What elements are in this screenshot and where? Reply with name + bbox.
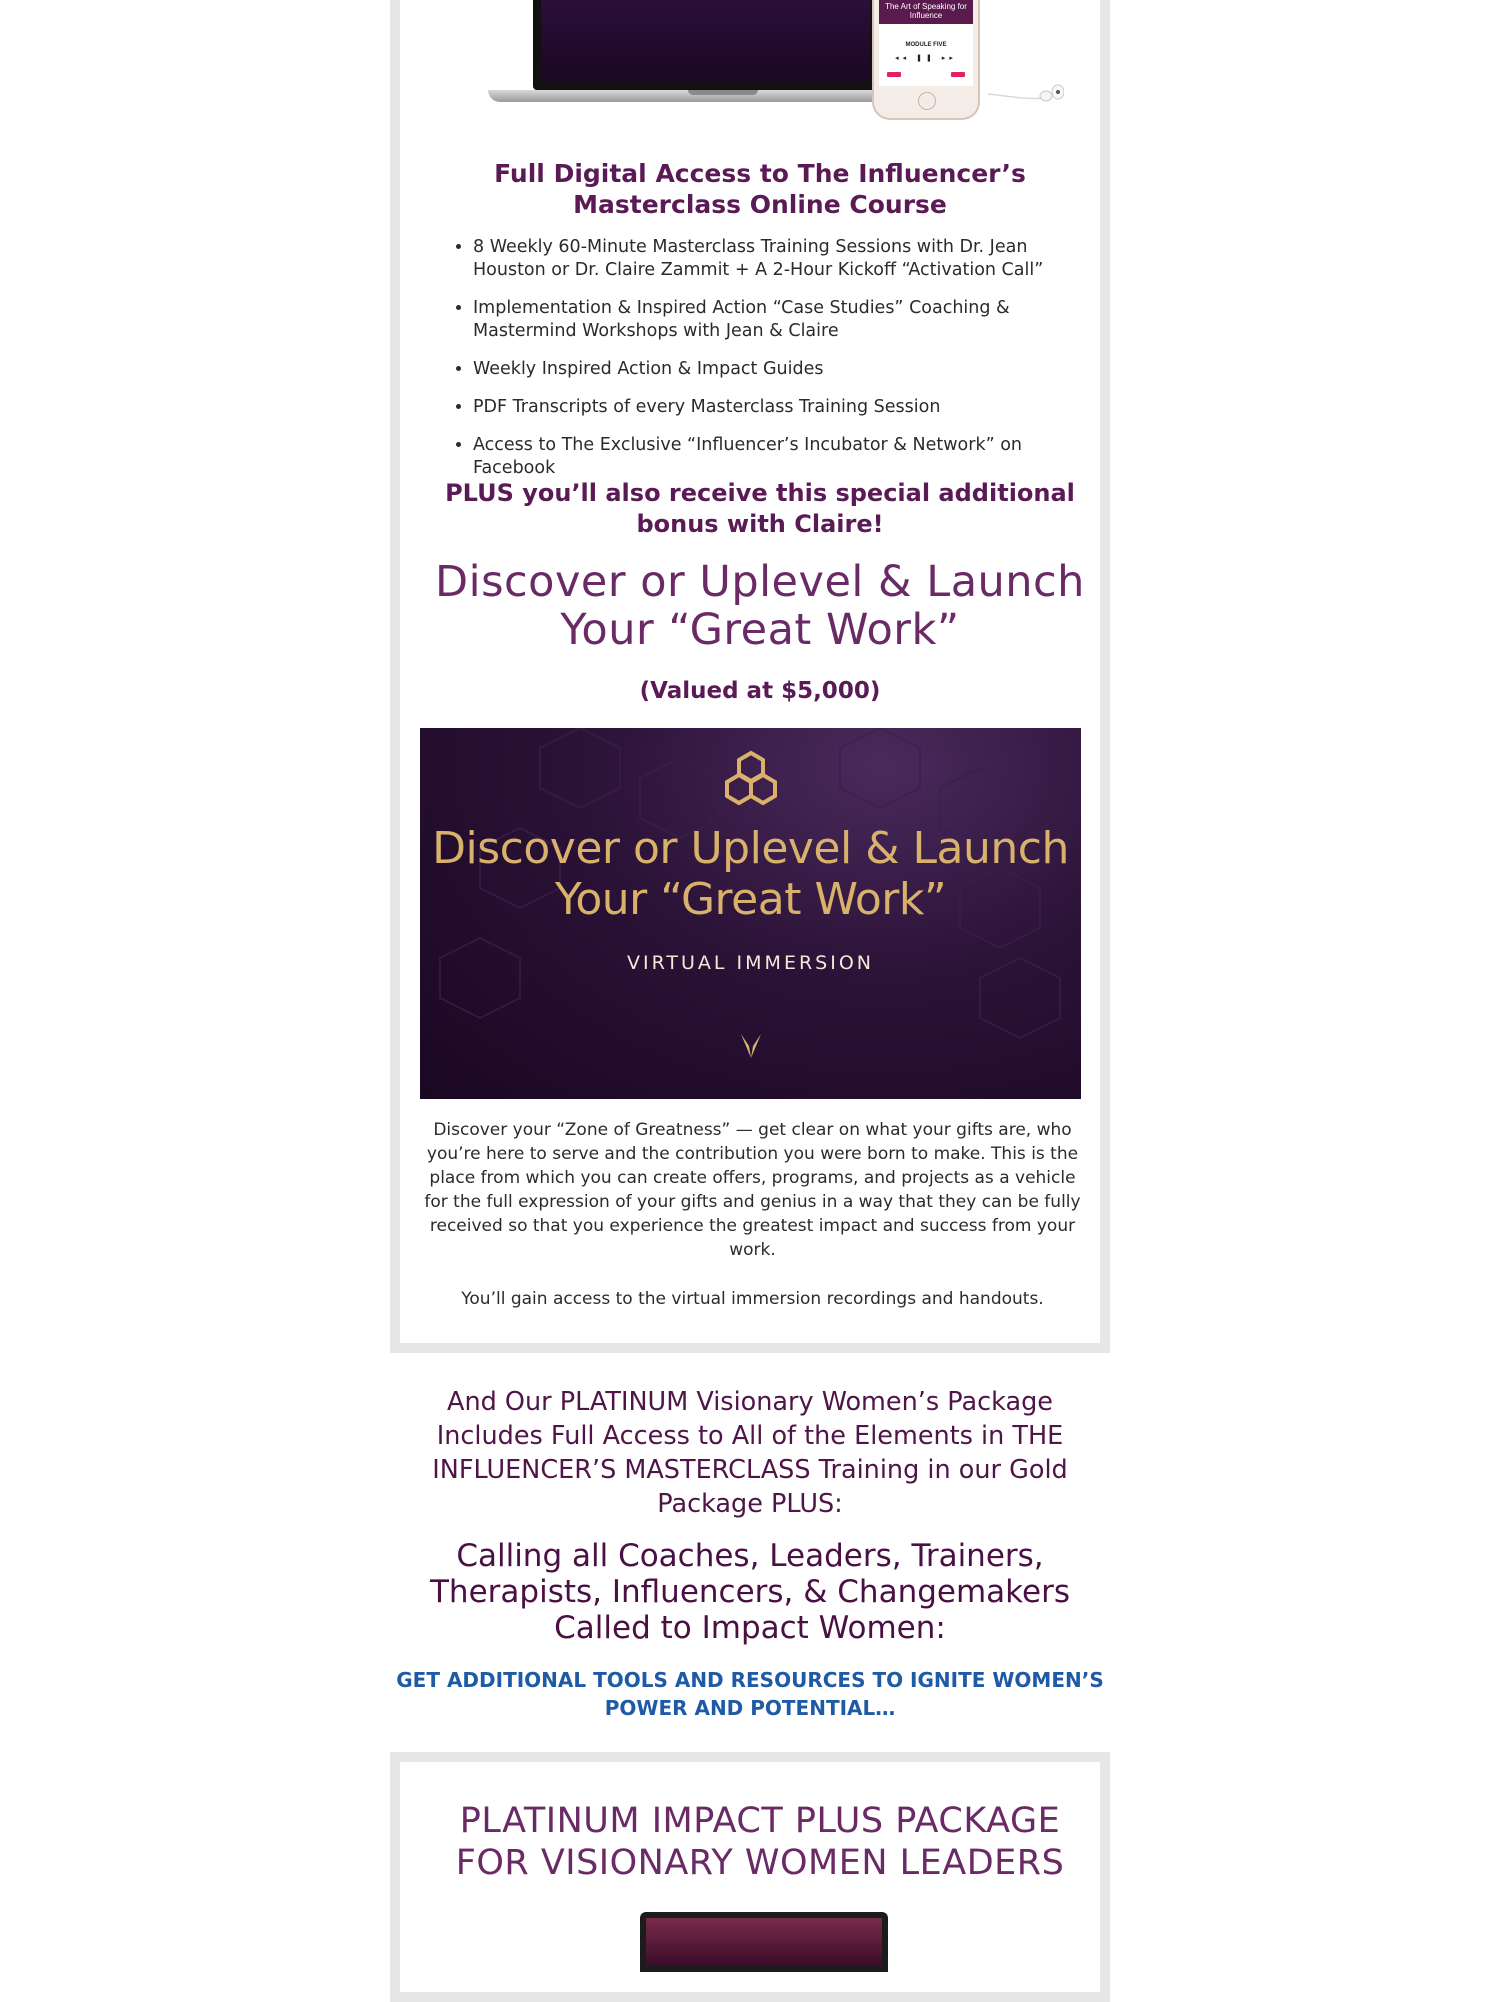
phone-module-label: MODULE FIVE <box>905 42 947 48</box>
triple-hexagon-logo-icon <box>720 750 782 808</box>
laptop-screen <box>533 0 878 90</box>
earbuds-icon <box>988 82 1064 112</box>
platinum-package-card-inner <box>400 1762 1100 1992</box>
player-bar <box>887 72 965 78</box>
list-item: • Implementation & Inspired Action “Case Studies” Coaching & Mastermind Workshops with Jean & Claire <box>473 297 1083 343</box>
device-screen <box>646 1918 882 1966</box>
tools-subheading: GET ADDITIONAL TOOLS AND RESOURCES TO IGNITE WOMEN’S POWER AND POTENTIAL… <box>396 1668 1104 1720</box>
list-item: • 8 Weekly 60-Minute Masterclass Training Sessions with Dr. Jean Houston or Dr. Claire Zammit + A 2-Hour Kickoff “Activation Call” <box>473 236 1083 282</box>
banner-subtitle: VIRTUAL IMMERSION <box>627 952 874 974</box>
bonus-heading: PLUS you’ll also receive this special additional bonus with Claire! <box>445 479 1075 538</box>
laptop-notch <box>688 90 758 95</box>
course-device-mockup <box>488 0 1068 125</box>
access-note: You’ll gain access to the virtual immersion recordings and handouts. <box>461 1289 1044 1309</box>
platinum-package-card <box>390 1752 1110 2002</box>
player-controls-icon: ◂◂ ❚❚ ▸▸ <box>895 55 957 62</box>
immersion-banner-image <box>420 728 1081 1099</box>
bonus-title: Discover or Uplevel & Launch Your “Great Work” <box>435 557 1085 655</box>
phone-header: The Art of Speaking for Influence <box>879 0 973 24</box>
bonus-description: Discover your “Zone of Greatness” — get clear on what your gifts are, who you’re here to serve and the contribution you were born to make. This is the place from which you can create offers, programs, and projects as a vehicle for the full expression of your gifts and genius in a way that they can be fully received so that you experience the greatest impact and success from your work. <box>424 1120 1081 1260</box>
list-item: • PDF Transcripts of every Masterclass Training Session <box>473 396 1083 419</box>
course-title: Full Digital Access to The Influencer’s Masterclass Online Course <box>494 159 1026 219</box>
gold-package-card-inner <box>400 0 1100 1343</box>
list-item: • Access to The Exclusive “Influencer’s Incubator & Network” on Facebook <box>473 434 1083 480</box>
home-button-icon <box>918 92 936 110</box>
list-item: • Weekly Inspired Action & Impact Guides <box>473 358 1083 381</box>
platinum-device-image <box>640 1912 888 1972</box>
platinum-intro-heading: And Our PLATINUM Visionary Women’s Package Includes Full Access to All of the Elements in THE INFLUENCER’S MASTERCLASS Training in our Gold Package PLUS: <box>432 1387 1068 1519</box>
phone-screen <box>879 0 973 86</box>
gold-package-card <box>390 0 1110 1353</box>
course-features-list <box>455 236 1083 495</box>
bonus-value: (Valued at $5,000) <box>639 678 881 704</box>
calling-heading: Calling all Coaches, Leaders, Trainers, Therapists, Influencers, & Changemakers Called to Impact Women: <box>430 1538 1070 1646</box>
wings-logo-icon <box>738 1030 764 1060</box>
banner-title: Discover or Uplevel & Launch Your “Great Work” <box>432 823 1069 925</box>
phone-mockup <box>872 0 980 120</box>
platinum-package-title: PLATINUM IMPACT PLUS PACKAGE FOR VISIONARY WOMEN LEADERS <box>455 1801 1065 1883</box>
